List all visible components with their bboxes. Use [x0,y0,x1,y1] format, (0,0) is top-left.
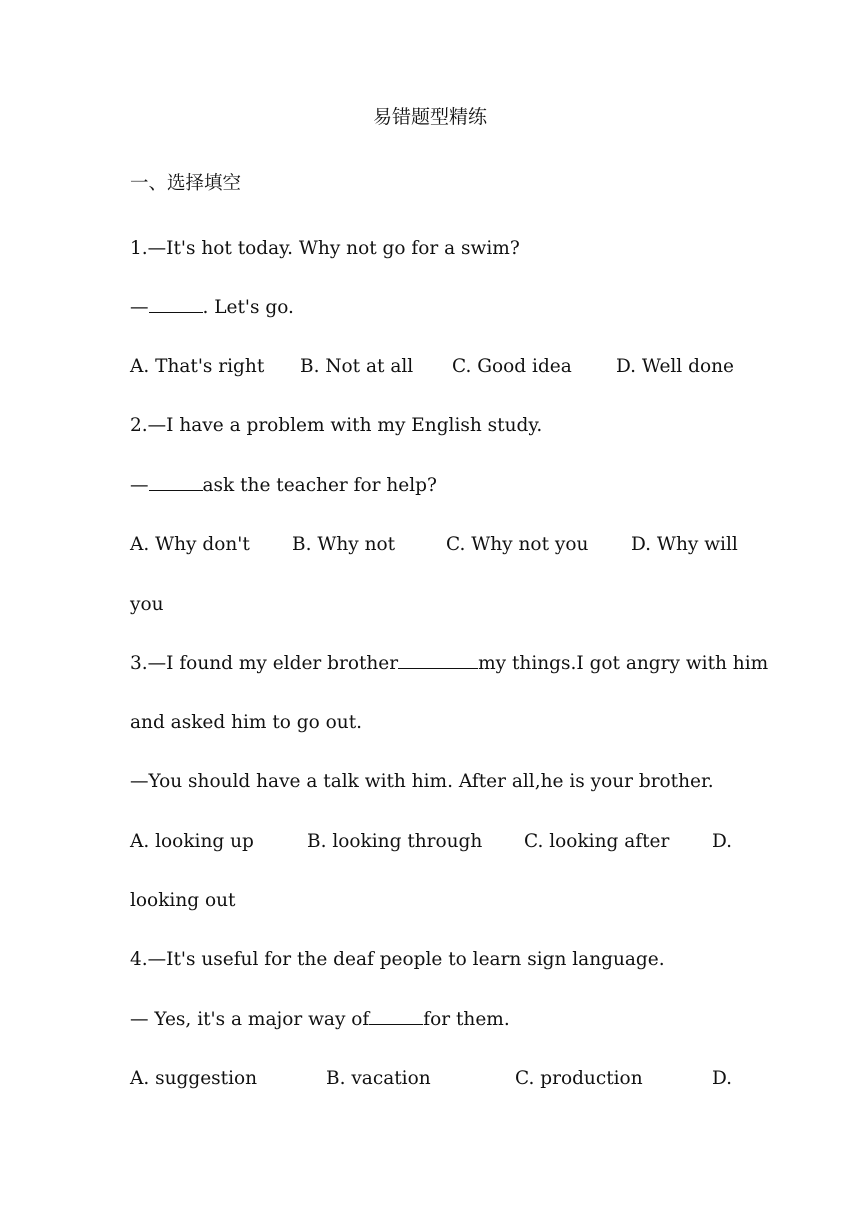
question-3-reply: —You should have a talk with him. After all,he is your brother. [130,771,714,792]
question-3-stem-line2: and asked him to go out. [130,712,363,733]
answer-blank [149,296,203,313]
option-a: A. Why don't [130,534,250,555]
option-d: D. [712,831,733,852]
option-a: A. That's right [130,356,265,377]
reply-suffix: ask the teacher for help? [202,475,437,496]
question-3-stem [130,652,769,676]
question-4-stem: 4.—It's useful for the deaf people to learn sign language. [130,949,665,970]
answer-blank [369,1008,423,1025]
reply-prefix: — [130,475,149,496]
option-b: B. looking through [307,831,483,852]
option-c: C. production [515,1068,643,1089]
option-c: C. Good idea [452,356,572,377]
question-1-stem: 1.—It's hot today. Why not go for a swim? [130,238,520,259]
option-c: C. Why not you [446,534,589,555]
answer-blank [149,474,203,491]
reply-prefix: — [130,297,149,318]
stem-suffix: my things.I got angry with him [478,653,769,674]
option-d: D. [712,1068,733,1089]
option-b: B. vacation [326,1068,431,1089]
question-1-reply [130,296,730,320]
question-2-options-wrap: you [130,594,164,615]
reply-prefix: — Yes, it's a major way of [130,1009,370,1030]
reply-suffix: for them. [423,1009,510,1030]
option-a: A. looking up [130,831,254,852]
option-c: C. looking after [524,831,670,852]
section-heading: 一、选择填空 [130,173,242,194]
answer-blank [398,652,478,669]
question-3-options-wrap: looking out [130,890,236,911]
question-2-reply [130,474,730,498]
question-4-reply [130,1008,730,1032]
question-2-stem: 2.—I have a problem with my English study. [130,415,543,436]
option-b: B. Not at all [300,356,414,377]
stem-prefix: 3.—I found my elder brother [130,653,399,674]
option-b: B. Why not [292,534,396,555]
option-a: A. suggestion [130,1068,258,1089]
page-title: 易错题型精练 [372,106,487,128]
reply-suffix: . Let's go. [202,297,294,318]
option-d: D. Well done [616,356,734,377]
option-d: D. Why will [631,534,738,555]
